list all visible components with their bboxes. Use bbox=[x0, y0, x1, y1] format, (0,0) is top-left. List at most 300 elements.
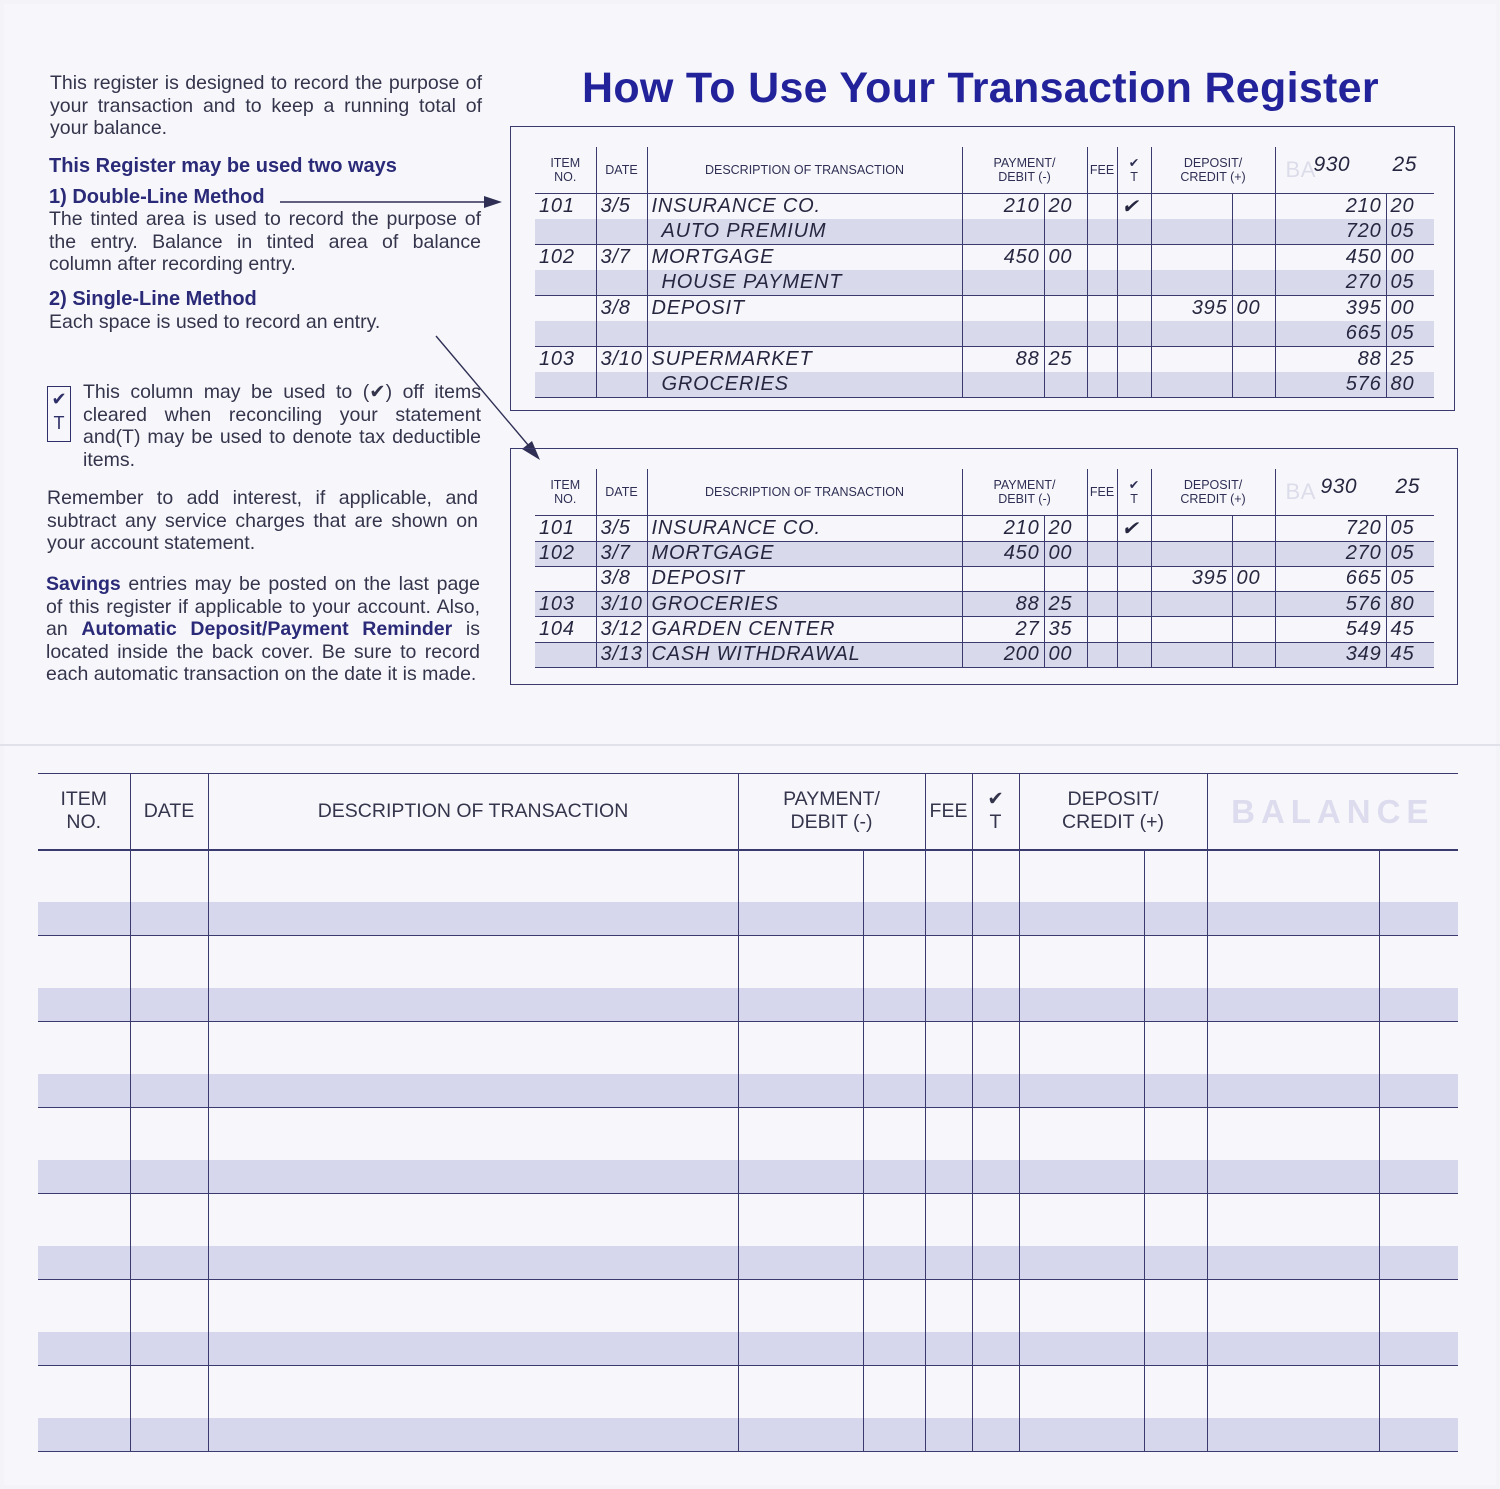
check-cell[interactable] bbox=[972, 1160, 1019, 1194]
check-cell bbox=[1117, 295, 1151, 321]
deposit-dollars-cell bbox=[1151, 617, 1232, 642]
balance-cents-cell[interactable] bbox=[1379, 1108, 1458, 1160]
payment-cents-cell[interactable] bbox=[863, 850, 925, 902]
deposit-cents-cell bbox=[1232, 515, 1275, 541]
description-cell[interactable] bbox=[208, 936, 738, 988]
description-cell[interactable] bbox=[208, 1074, 738, 1108]
date-cell[interactable] bbox=[130, 1194, 208, 1246]
double-line-table bbox=[535, 147, 1434, 398]
description-cell[interactable] bbox=[208, 988, 738, 1022]
register-entry-row[interactable] bbox=[38, 988, 1458, 1022]
item-no-cell bbox=[535, 321, 596, 347]
deposit-cents-cell bbox=[1232, 219, 1275, 245]
register-entry-row[interactable] bbox=[38, 1366, 1458, 1418]
item-no-cell[interactable] bbox=[38, 1194, 130, 1246]
balance-dollars-cell: 549 bbox=[1275, 617, 1386, 642]
single-line-table bbox=[535, 469, 1434, 668]
date-cell[interactable] bbox=[130, 1366, 208, 1418]
description-cell[interactable] bbox=[208, 1280, 738, 1332]
payment-dollars-cell bbox=[962, 372, 1044, 398]
deposit-cents-cell[interactable] bbox=[1144, 1246, 1207, 1280]
fee-cell bbox=[1087, 346, 1117, 372]
item-no-cell: 103 bbox=[535, 346, 596, 372]
deposit-dollars-cell bbox=[1151, 642, 1232, 667]
double-line-example bbox=[510, 126, 1455, 411]
description-cell: INSURANCE CO. bbox=[647, 515, 962, 541]
payment-cents-cell[interactable] bbox=[863, 1418, 925, 1452]
date-cell: 3/12 bbox=[596, 617, 647, 642]
balance-watermark: BA bbox=[1285, 156, 1316, 182]
balance-cents-cell[interactable] bbox=[1379, 1246, 1458, 1280]
register-entry-row[interactable] bbox=[38, 1194, 1458, 1246]
start-balance-dollars: 930 bbox=[1313, 153, 1351, 176]
date-cell[interactable] bbox=[130, 902, 208, 936]
deposit-dollars-cell[interactable] bbox=[1019, 988, 1144, 1022]
payment-dollars-cell: 88 bbox=[962, 592, 1044, 617]
payment-dollars-cell[interactable] bbox=[738, 1280, 863, 1332]
payment-header: PAYMENT/ DEBIT (-) bbox=[962, 147, 1087, 193]
item-no-cell[interactable] bbox=[38, 1418, 130, 1452]
deposit-cents-cell: 00 bbox=[1232, 566, 1275, 591]
balance-dollars-cell[interactable] bbox=[1207, 1194, 1379, 1246]
ways-heading: This Register may be used two ways bbox=[49, 155, 397, 177]
description-cell: HOUSE PAYMENT bbox=[647, 270, 962, 296]
date-cell[interactable] bbox=[130, 1074, 208, 1108]
payment-cents-cell bbox=[1044, 270, 1087, 296]
reminder-label: Automatic Deposit/Payment Reminder bbox=[81, 618, 453, 640]
payment-cents-cell[interactable] bbox=[863, 1108, 925, 1160]
balance-dollars-cell: 665 bbox=[1275, 566, 1386, 591]
register-entry-row[interactable] bbox=[38, 1074, 1458, 1108]
payment-cents-cell[interactable] bbox=[863, 1280, 925, 1332]
payment-cents-cell: 00 bbox=[1044, 642, 1087, 667]
fee-cell bbox=[1087, 642, 1117, 667]
description-cell[interactable] bbox=[208, 850, 738, 902]
item-no-cell[interactable] bbox=[38, 1108, 130, 1160]
fee-cell[interactable] bbox=[925, 1160, 972, 1194]
register-entry-row[interactable] bbox=[38, 1418, 1458, 1452]
item-no-cell: 101 bbox=[535, 193, 596, 219]
date-cell: 3/7 bbox=[596, 541, 647, 566]
date-cell[interactable] bbox=[130, 1280, 208, 1332]
payment-header: PAYMENT/ DEBIT (-) bbox=[738, 774, 925, 850]
fee-header: FEE bbox=[1087, 469, 1117, 515]
payment-cents-cell[interactable] bbox=[863, 1074, 925, 1108]
fee-cell bbox=[1087, 295, 1117, 321]
payment-dollars-cell: 27 bbox=[962, 617, 1044, 642]
payment-cents-cell: 35 bbox=[1044, 617, 1087, 642]
deposit-dollars-cell: 395 bbox=[1151, 566, 1232, 591]
deposit-dollars-cell[interactable] bbox=[1019, 1160, 1144, 1194]
check-cell bbox=[1117, 617, 1151, 642]
deposit-dollars-cell bbox=[1151, 592, 1232, 617]
deposit-cents-cell[interactable] bbox=[1144, 1418, 1207, 1452]
deposit-dollars-cell[interactable] bbox=[1019, 850, 1144, 902]
payment-cents-cell[interactable] bbox=[863, 1332, 925, 1366]
register-entry-row[interactable] bbox=[38, 902, 1458, 936]
item-no-cell[interactable] bbox=[38, 1074, 130, 1108]
balance-dollars-cell: 576 bbox=[1275, 592, 1386, 617]
deposit-cents-cell[interactable] bbox=[1144, 1366, 1207, 1418]
deposit-dollars-cell[interactable] bbox=[1019, 902, 1144, 936]
check-cell: ✔ bbox=[1117, 515, 1151, 541]
fee-cell[interactable] bbox=[925, 1366, 972, 1418]
table-row bbox=[535, 193, 1434, 219]
check-header: ✔ T bbox=[1117, 469, 1151, 515]
check-cell[interactable] bbox=[972, 1246, 1019, 1280]
check-cell[interactable] bbox=[972, 1022, 1019, 1074]
check-cell bbox=[1117, 541, 1151, 566]
balance-cents-cell[interactable] bbox=[1379, 1194, 1458, 1246]
check-cell: ✔ bbox=[1117, 193, 1151, 219]
double-line-heading: 1) Double-Line Method bbox=[49, 186, 265, 208]
balance-dollars-cell: 88 bbox=[1275, 346, 1386, 372]
date-cell: 3/10 bbox=[596, 346, 647, 372]
deposit-cents-cell[interactable] bbox=[1144, 902, 1207, 936]
payment-cents-cell[interactable] bbox=[863, 936, 925, 988]
payment-dollars-cell[interactable] bbox=[738, 1074, 863, 1108]
single-line-heading: 2) Single-Line Method bbox=[49, 288, 257, 310]
date-cell[interactable] bbox=[130, 988, 208, 1022]
register-entry-row[interactable] bbox=[38, 1108, 1458, 1160]
deposit-cents-cell[interactable] bbox=[1144, 1108, 1207, 1160]
item-no-header: ITEM NO. bbox=[38, 774, 130, 850]
check-cell[interactable] bbox=[972, 988, 1019, 1022]
description-cell[interactable] bbox=[208, 1246, 738, 1280]
register-entry-row[interactable] bbox=[38, 936, 1458, 988]
fee-cell bbox=[1087, 617, 1117, 642]
date-cell: 3/5 bbox=[596, 193, 647, 219]
check-cell[interactable] bbox=[972, 902, 1019, 936]
check-cell bbox=[1117, 346, 1151, 372]
balance-dollars-cell[interactable] bbox=[1207, 988, 1379, 1022]
payment-cents-cell bbox=[1044, 219, 1087, 245]
check-cell[interactable] bbox=[972, 936, 1019, 988]
description-cell[interactable] bbox=[208, 1108, 738, 1160]
deposit-dollars-cell bbox=[1151, 515, 1232, 541]
date-cell: 3/13 bbox=[596, 642, 647, 667]
fee-cell[interactable] bbox=[925, 1074, 972, 1108]
double-line-arrowhead bbox=[484, 196, 502, 208]
deposit-cents-cell bbox=[1232, 270, 1275, 296]
payment-dollars-cell[interactable] bbox=[738, 1194, 863, 1246]
balance-cents-cell: 05 bbox=[1386, 270, 1434, 296]
balance-cents-cell[interactable] bbox=[1379, 936, 1458, 988]
deposit-dollars-cell[interactable] bbox=[1019, 1332, 1144, 1366]
item-no-cell: 102 bbox=[535, 244, 596, 270]
payment-dollars-cell[interactable] bbox=[738, 1246, 863, 1280]
page-title: How To Use Your Transaction Register bbox=[582, 64, 1379, 112]
table-row bbox=[535, 617, 1434, 642]
item-no-header: ITEM NO. bbox=[535, 469, 596, 515]
check-cell[interactable] bbox=[972, 850, 1019, 902]
payment-cents-cell[interactable] bbox=[863, 1160, 925, 1194]
item-no-cell bbox=[535, 642, 596, 667]
remember-text: Remember to add interest, if applicable, and subtract any service charges that are shown on your account statement. bbox=[47, 487, 478, 554]
payment-dollars-cell bbox=[962, 566, 1044, 591]
fee-cell[interactable] bbox=[925, 1332, 972, 1366]
date-header: DATE bbox=[596, 469, 647, 515]
deposit-cents-cell[interactable] bbox=[1144, 1280, 1207, 1332]
description-cell: DEPOSIT bbox=[647, 566, 962, 591]
fee-cell[interactable] bbox=[925, 936, 972, 988]
intro-paragraph: This register is designed to record the purpose of your transaction and to keep a running total of your balance. bbox=[50, 72, 482, 139]
deposit-dollars-cell[interactable] bbox=[1019, 1246, 1144, 1280]
balance-cents-cell[interactable] bbox=[1379, 1332, 1458, 1366]
balance-cents-cell[interactable] bbox=[1379, 850, 1458, 902]
balance-dollars-cell[interactable] bbox=[1207, 1280, 1379, 1332]
fee-cell[interactable] bbox=[925, 1418, 972, 1452]
reminder-body: is located inside the back cover. Be sure to record each automatic transaction on the date it is made. bbox=[46, 618, 480, 685]
deposit-header: DEPOSIT/ CREDIT (+) bbox=[1151, 147, 1275, 193]
payment-cents-cell[interactable] bbox=[863, 1366, 925, 1418]
item-no-cell bbox=[535, 566, 596, 591]
date-cell[interactable] bbox=[130, 936, 208, 988]
balance-header bbox=[1275, 147, 1434, 193]
balance-cents-cell[interactable] bbox=[1379, 988, 1458, 1022]
payment-dollars-cell[interactable] bbox=[738, 1366, 863, 1418]
item-no-cell[interactable] bbox=[38, 1366, 130, 1418]
check-column-text: This column may be used to (✔) off items cleared when reconciling your statement and(T) may be used to denote tax deductible items. bbox=[83, 381, 481, 471]
payment-dollars-cell[interactable] bbox=[738, 1022, 863, 1074]
table-row bbox=[535, 244, 1434, 270]
balance-dollars-cell: 720 bbox=[1275, 219, 1386, 245]
fee-cell bbox=[1087, 566, 1117, 591]
payment-dollars-cell[interactable] bbox=[738, 936, 863, 988]
balance-dollars-cell[interactable] bbox=[1207, 850, 1379, 902]
balance-dollars-cell[interactable] bbox=[1207, 902, 1379, 936]
register-entry-row[interactable] bbox=[38, 1280, 1458, 1332]
check-cell[interactable] bbox=[972, 1074, 1019, 1108]
balance-cents-cell[interactable] bbox=[1379, 1280, 1458, 1332]
description-cell: AUTO PREMIUM bbox=[647, 219, 962, 245]
payment-dollars-cell[interactable] bbox=[738, 1108, 863, 1160]
deposit-header: DEPOSIT/ CREDIT (+) bbox=[1151, 469, 1275, 515]
register-entry-row[interactable] bbox=[38, 1332, 1458, 1366]
check-cell bbox=[1117, 270, 1151, 296]
deposit-dollars-cell[interactable] bbox=[1019, 1418, 1144, 1452]
date-cell bbox=[596, 270, 647, 296]
description-cell: GROCERIES bbox=[647, 372, 962, 398]
deposit-dollars-cell[interactable] bbox=[1019, 1022, 1144, 1074]
payment-cents-cell: 20 bbox=[1044, 193, 1087, 219]
table-row bbox=[535, 219, 1434, 245]
fee-header: FEE bbox=[1087, 147, 1117, 193]
double-line-text: The tinted area is used to record the purpose of the entry. Balance in tinted area of balance column after recording entry. bbox=[49, 208, 481, 275]
date-cell[interactable] bbox=[130, 1332, 208, 1366]
description-cell[interactable] bbox=[208, 1194, 738, 1246]
payment-cents-cell bbox=[1044, 295, 1087, 321]
description-header: DESCRIPTION OF TRANSACTION bbox=[647, 147, 962, 193]
balance-dollars-cell[interactable] bbox=[1207, 1246, 1379, 1280]
check-cell[interactable] bbox=[972, 1280, 1019, 1332]
date-cell: 3/7 bbox=[596, 244, 647, 270]
balance-cents-cell[interactable] bbox=[1379, 1160, 1458, 1194]
table-row bbox=[535, 541, 1434, 566]
payment-cents-cell[interactable] bbox=[863, 1194, 925, 1246]
balance-dollars-cell[interactable] bbox=[1207, 1160, 1379, 1194]
balance-dollars-cell: 665 bbox=[1275, 321, 1386, 347]
start-balance-cents: 25 bbox=[1392, 153, 1417, 176]
date-cell[interactable] bbox=[130, 1160, 208, 1194]
deposit-cents-cell[interactable] bbox=[1144, 850, 1207, 902]
payment-dollars-cell[interactable] bbox=[738, 850, 863, 902]
check-cell[interactable] bbox=[972, 1418, 1019, 1452]
payment-cents-cell bbox=[1044, 372, 1087, 398]
check-cell[interactable] bbox=[972, 1108, 1019, 1160]
item-no-header: ITEM NO. bbox=[535, 147, 596, 193]
item-no-cell[interactable] bbox=[38, 1332, 130, 1366]
item-no-cell[interactable] bbox=[38, 902, 130, 936]
check-cell[interactable] bbox=[972, 1332, 1019, 1366]
date-cell[interactable] bbox=[130, 850, 208, 902]
payment-cents-cell bbox=[1044, 566, 1087, 591]
item-no-cell bbox=[535, 295, 596, 321]
deposit-cents-cell bbox=[1232, 592, 1275, 617]
payment-dollars-cell bbox=[962, 295, 1044, 321]
item-no-cell[interactable] bbox=[38, 1160, 130, 1194]
fee-cell bbox=[1087, 244, 1117, 270]
deposit-cents-cell[interactable] bbox=[1144, 1332, 1207, 1366]
item-no-cell[interactable] bbox=[38, 1280, 130, 1332]
fee-cell[interactable] bbox=[925, 850, 972, 902]
payment-header: PAYMENT/ DEBIT (-) bbox=[962, 469, 1087, 515]
balance-cents-cell: 80 bbox=[1386, 372, 1434, 398]
register-entry-row[interactable] bbox=[38, 1022, 1458, 1074]
balance-dollars-cell: 270 bbox=[1275, 270, 1386, 296]
payment-dollars-cell: 210 bbox=[962, 193, 1044, 219]
payment-cents-cell[interactable] bbox=[863, 1022, 925, 1074]
date-cell bbox=[596, 219, 647, 245]
payment-cents-cell: 25 bbox=[1044, 346, 1087, 372]
deposit-dollars-cell[interactable] bbox=[1019, 1194, 1144, 1246]
date-cell[interactable] bbox=[130, 1022, 208, 1074]
balance-dollars-cell[interactable] bbox=[1207, 1108, 1379, 1160]
fee-cell[interactable] bbox=[925, 1280, 972, 1332]
date-cell[interactable] bbox=[130, 1108, 208, 1160]
item-no-cell bbox=[535, 219, 596, 245]
description-cell[interactable] bbox=[208, 1022, 738, 1074]
balance-cents-cell[interactable] bbox=[1379, 1022, 1458, 1074]
deposit-dollars-cell: 395 bbox=[1151, 295, 1232, 321]
deposit-cents-cell[interactable] bbox=[1144, 1160, 1207, 1194]
balance-dollars-cell[interactable] bbox=[1207, 1022, 1379, 1074]
single-line-text: Each space is used to record an entry. bbox=[49, 311, 381, 333]
deposit-cents-cell: 00 bbox=[1232, 295, 1275, 321]
payment-cents-cell[interactable] bbox=[863, 988, 925, 1022]
description-cell[interactable] bbox=[208, 1160, 738, 1194]
date-cell[interactable] bbox=[130, 1246, 208, 1280]
check-cell bbox=[1117, 592, 1151, 617]
deposit-dollars-cell bbox=[1151, 193, 1232, 219]
balance-cents-cell: 00 bbox=[1390, 245, 1415, 268]
deposit-cents-cell bbox=[1232, 372, 1275, 398]
balance-dollars-cell[interactable] bbox=[1207, 1332, 1379, 1366]
item-no-cell: 104 bbox=[535, 617, 596, 642]
payment-dollars-cell: 200 bbox=[962, 642, 1044, 667]
balance-cents-cell: 45 bbox=[1386, 642, 1434, 667]
description-cell[interactable] bbox=[208, 902, 738, 936]
balance-cents-cell[interactable] bbox=[1379, 1366, 1458, 1418]
fee-cell[interactable] bbox=[925, 988, 972, 1022]
fee-cell[interactable] bbox=[925, 902, 972, 936]
payment-cents-cell[interactable] bbox=[863, 1246, 925, 1280]
balance-cents-cell: 80 bbox=[1386, 592, 1434, 617]
balance-dollars-cell[interactable] bbox=[1207, 936, 1379, 988]
deposit-cents-cell[interactable] bbox=[1144, 936, 1207, 988]
register-entry-row[interactable] bbox=[38, 1160, 1458, 1194]
payment-dollars-cell bbox=[962, 321, 1044, 347]
balance-cents-cell[interactable] bbox=[1379, 902, 1458, 936]
check-cell[interactable] bbox=[972, 1366, 1019, 1418]
balance-cents-cell: 05 bbox=[1386, 515, 1434, 541]
item-no-cell[interactable] bbox=[38, 988, 130, 1022]
payment-dollars-cell[interactable] bbox=[738, 1332, 863, 1366]
balance-cents-cell[interactable] bbox=[1379, 1074, 1458, 1108]
balance-watermark: BA bbox=[1285, 478, 1316, 504]
register-entry-row[interactable] bbox=[38, 850, 1458, 902]
deposit-dollars-cell bbox=[1151, 219, 1232, 245]
date-cell[interactable] bbox=[130, 1418, 208, 1452]
deposit-dollars-cell[interactable] bbox=[1019, 1366, 1144, 1418]
item-no-cell[interactable] bbox=[38, 936, 130, 988]
balance-dollars-cell[interactable] bbox=[1207, 1418, 1379, 1452]
description-cell: DEPOSIT bbox=[647, 295, 962, 321]
deposit-dollars-cell[interactable] bbox=[1019, 1280, 1144, 1332]
deposit-cents-cell[interactable] bbox=[1144, 1022, 1207, 1074]
balance-cents-cell: 05 bbox=[1386, 566, 1434, 591]
payment-dollars-cell[interactable] bbox=[738, 1418, 863, 1452]
deposit-dollars-cell bbox=[1151, 321, 1232, 347]
check-cell[interactable] bbox=[972, 1194, 1019, 1246]
deposit-cents-cell bbox=[1232, 193, 1275, 219]
item-no-cell[interactable] bbox=[38, 1022, 130, 1074]
fee-cell[interactable] bbox=[925, 1108, 972, 1160]
payment-dollars-cell: 88 bbox=[962, 346, 1044, 372]
fee-cell[interactable] bbox=[925, 1022, 972, 1074]
description-header: DESCRIPTION OF TRANSACTION bbox=[647, 469, 962, 515]
payment-dollars-cell[interactable] bbox=[738, 1160, 863, 1194]
item-no-cell[interactable] bbox=[38, 1246, 130, 1280]
deposit-cents-cell[interactable] bbox=[1144, 1194, 1207, 1246]
table-row bbox=[535, 566, 1434, 591]
description-cell[interactable] bbox=[208, 1332, 738, 1366]
fee-cell[interactable] bbox=[925, 1194, 972, 1246]
date-cell: 3/8 bbox=[596, 566, 647, 591]
deposit-cents-cell[interactable] bbox=[1144, 1074, 1207, 1108]
payment-dollars-cell[interactable] bbox=[738, 988, 863, 1022]
balance-dollars-cell[interactable] bbox=[1207, 1366, 1379, 1418]
date-cell: 3/8 bbox=[596, 295, 647, 321]
deposit-dollars-cell[interactable] bbox=[1019, 1108, 1144, 1160]
deposit-dollars-cell[interactable] bbox=[1019, 1074, 1144, 1108]
description-cell[interactable] bbox=[208, 1366, 738, 1418]
item-no-cell[interactable] bbox=[38, 850, 130, 902]
deposit-cents-cell[interactable] bbox=[1144, 988, 1207, 1022]
date-cell bbox=[596, 321, 647, 347]
balance-cents-cell[interactable] bbox=[1379, 1418, 1458, 1452]
description-cell: GARDEN CENTER bbox=[647, 617, 962, 642]
deposit-dollars-cell[interactable] bbox=[1019, 936, 1144, 988]
payment-dollars-cell[interactable] bbox=[738, 902, 863, 936]
payment-cents-cell[interactable] bbox=[863, 902, 925, 936]
fee-cell bbox=[1087, 372, 1117, 398]
register-entry-row[interactable] bbox=[38, 1246, 1458, 1280]
fee-cell[interactable] bbox=[925, 1246, 972, 1280]
balance-dollars-cell[interactable] bbox=[1207, 1074, 1379, 1108]
description-cell[interactable] bbox=[208, 1418, 738, 1452]
table-row bbox=[535, 642, 1434, 667]
